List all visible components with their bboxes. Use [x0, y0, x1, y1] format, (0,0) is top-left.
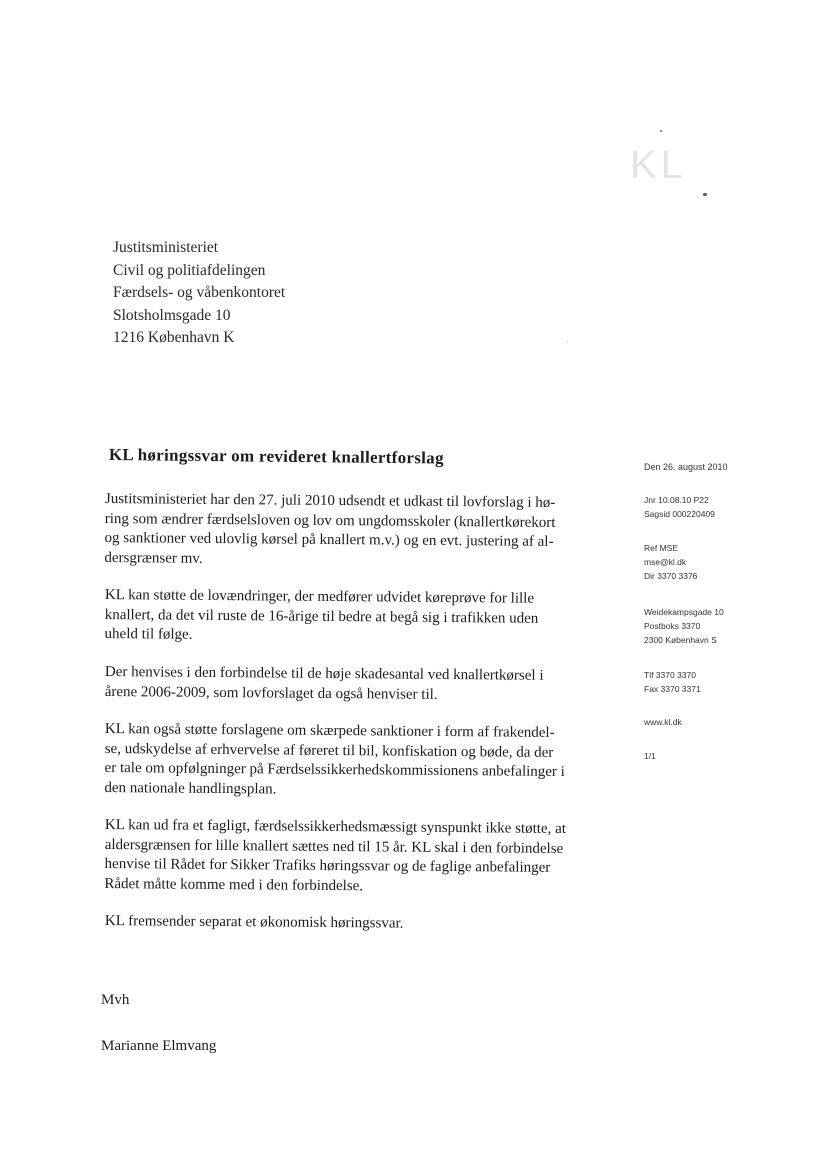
- recipient-line: Færdsels- og våbenkontoret: [113, 284, 286, 301]
- scan-speck: [567, 341, 568, 342]
- paragraph-line: Der henvises i den forbindelse til de høje skadesantal ved knallertkørsel i: [104, 663, 544, 684]
- paragraph: [104, 816, 605, 898]
- paragraph-line: aldersgrænsen for lille knallert sættes ned til 15 år. KL skal i den forbindelse: [104, 835, 564, 856]
- sidebar-line: Tlf 3370 3370: [644, 670, 696, 680]
- sidebar-date: Den 26. august 2010: [644, 462, 728, 472]
- paragraph-line: og sanktioner ved ulovlig kørsel på knallert m.v.) og en evt. justering af al-: [104, 529, 554, 550]
- page-number: 1/1: [644, 751, 656, 761]
- paragraph-line: KL fremsender separat et økonomisk høringssvar.: [104, 912, 404, 932]
- paragraph: [104, 720, 605, 802]
- sidebar-line: Ref MSE: [644, 543, 679, 553]
- paragraph-line: Rådet måtte komme med i den forbindelse.: [104, 874, 364, 894]
- sidebar-line: Sagsid 000220409: [644, 509, 715, 519]
- sidebar-line: Dir 3370 3376: [644, 571, 698, 581]
- sidebar-contact: [644, 541, 697, 583]
- recipient-line: 1216 København K: [113, 329, 235, 346]
- paragraph: [105, 912, 605, 936]
- kl-logo: KL: [630, 143, 687, 187]
- paragraph: [104, 490, 605, 572]
- recipient-line: Slotsholmsgade 10: [113, 306, 231, 324]
- paragraph-line: henvise til Rådet for Sikker Trafiks høringssvar og de faglige anbefalinger: [104, 855, 551, 876]
- sidebar-line: mse@kl.dk: [644, 557, 687, 567]
- sidebar-line: 2300 København S: [644, 635, 717, 645]
- recipient-line: Civil og politiafdelingen: [113, 261, 266, 279]
- paragraph-line: KL kan ud fra et fagligt, færdselssikkerhedsmæssigt synspunkt ikke støtte, at: [104, 816, 567, 837]
- paragraph-line: uheld til følge.: [104, 625, 193, 643]
- sidebar-phone: [644, 668, 701, 696]
- sidebar-line: Jnr 10.08.10 P22: [644, 495, 709, 505]
- paragraph-line: den nationale handlingsplan.: [104, 778, 277, 797]
- sidebar-address: [644, 605, 724, 647]
- paragraph-line: ring som ændrer færdselsloven og lov om ungdomsskoler (knallertkørekort: [104, 510, 556, 531]
- sidebar-reference: [644, 493, 715, 521]
- recipient-line: Justitsministeriet: [113, 239, 219, 256]
- sidebar-line: Weidekampsgade 10: [644, 607, 724, 617]
- letter-title: KL høringssvar om revideret knallertforslag: [108, 445, 444, 468]
- paragraph-line: er tale om opfølgninger på Færdselssikkerhedskommissionens anbefalinger i: [104, 759, 565, 780]
- sidebar-website: www.kl.dk: [644, 717, 682, 727]
- scan-speck: [660, 130, 662, 132]
- paragraph-line: KL kan også støtte forslagene om skærpede sanktioner i form af frakendel-: [104, 720, 555, 741]
- paragraph-line: årene 2006-2009, som lovforslaget da også henviser til.: [104, 682, 438, 702]
- paragraph: [104, 586, 604, 649]
- scan-speck: [703, 193, 707, 196]
- letter-body: [105, 490, 605, 949]
- paragraph-line: KL kan støtte de lovændringer, der medfører udvidet køreprøve for lille: [104, 586, 535, 607]
- closing-greeting: Mvh: [101, 992, 130, 1008]
- sidebar-line: Fax 3370 3371: [644, 684, 701, 694]
- paragraph-line: dersgrænser mv.: [104, 549, 203, 567]
- paragraph-line: se, udskydelse af erhvervelse af føreret til bil, konfiskation og bøde, da der: [104, 739, 554, 760]
- paragraph-line: Justitsministeriet har den 27. juli 2010 udsendt et udkast til lovforslag i hø-: [104, 490, 556, 511]
- recipient-address: [113, 237, 285, 350]
- paragraph-line: knallert, da det vil ruste de 16-årige til bedre at begå sig i trafikken uden: [104, 606, 539, 627]
- paragraph: [105, 663, 605, 706]
- sidebar-line: Postboks 3370: [644, 621, 701, 631]
- signature-name: Marianne Elmvang: [101, 1038, 217, 1054]
